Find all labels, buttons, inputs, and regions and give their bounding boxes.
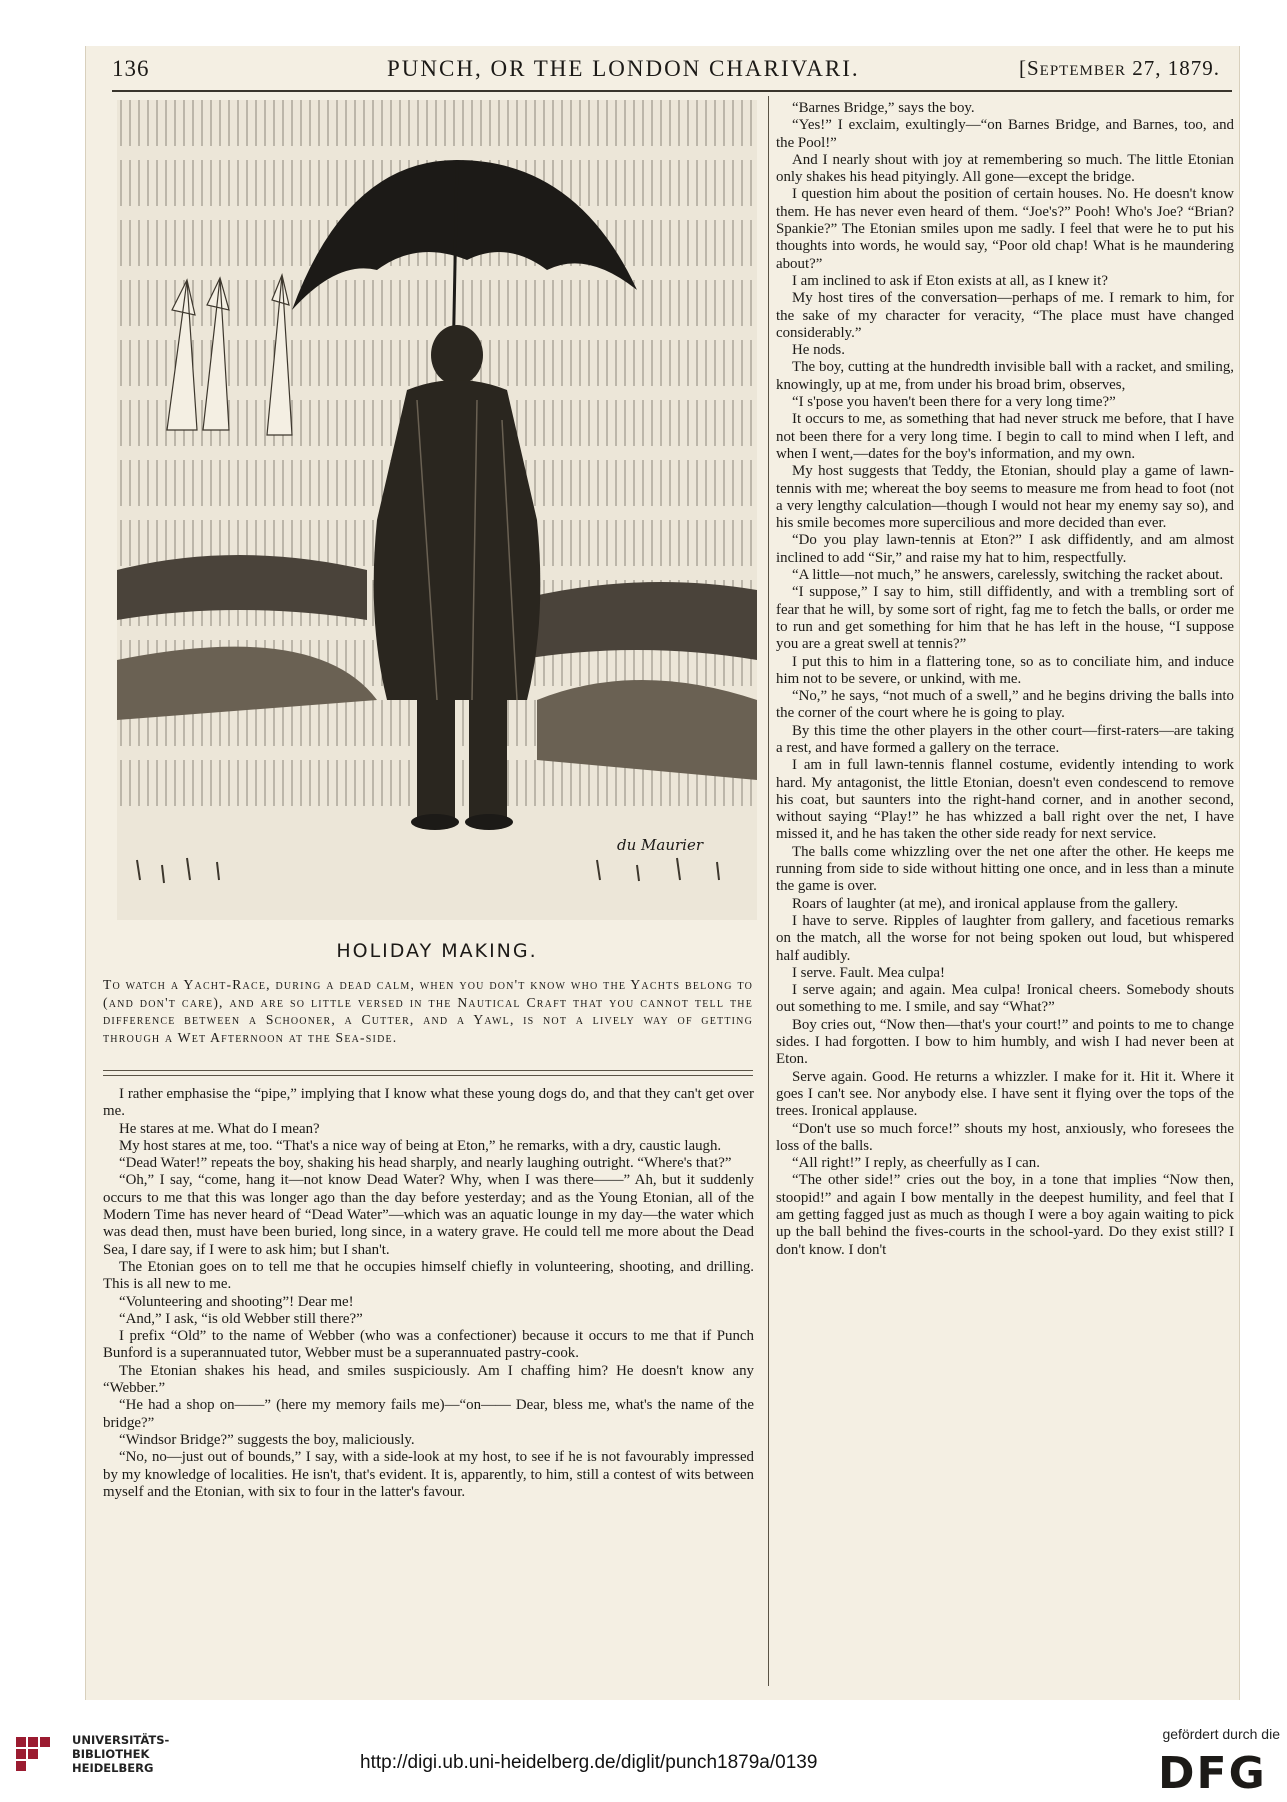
paragraph: I rather emphasise the “pipe,” implying that I know what these young dogs do, and that they can't get over me. (103, 1086, 754, 1120)
issue-date: [September 27, 1879. (1018, 56, 1220, 80)
paragraph: I am inclined to ask if Eton exists at all, as I knew it? (792, 272, 1108, 289)
caption-rule-double (103, 1075, 753, 1076)
paragraph: The balls come whizzling over the net one after the other. He keeps me running from side to side without hitting one once, and in less than a minute the game is over. (776, 843, 1234, 895)
paragraph: The Etonian goes on to tell me that he occupies himself chiefly in volunteering, shooting, and drilling. This is all new to me. (103, 1258, 754, 1293)
paragraph: By this time the other players in the other court—first-raters—are taking a rest, and have formed a gallery on the terrace. (776, 722, 1234, 756)
paragraph: I have to serve. Ripples of laughter from gallery, and facetious remarks on the match, all the worse for not being spoken out loud, but whispered half audibly. (776, 912, 1234, 964)
paragraph: “Windsor Bridge?” suggests the boy, maliciously. (119, 1431, 415, 1448)
library-name (72, 1733, 182, 1775)
paragraph: “Volunteering and shooting”! Dear me! (119, 1293, 354, 1310)
dfg-logo-icon (1158, 1748, 1280, 1792)
paragraph: He stares at me. What do I mean? (119, 1120, 320, 1137)
paragraph: I serve. Fault. Mea culpa! (792, 964, 945, 981)
paragraph: Boy cries out, “Now then—that's your court!” and points to me to change sides. I had forgotten. I bow to him humbly, and wish I had never been at Eton. (776, 1016, 1234, 1068)
paragraph: “The other side!” cries out the boy, in a tone that implies “Now then, stoopid!” and again I bow mentally in the deepest humility, and feel that I am getting fagged just as much as though I were a boy again waiting to pick up the ball behind the fives-courts in the school-yard. Do they exist still? I don't know. I don't (776, 1172, 1234, 1258)
paragraph: I am in full lawn-tennis flannel costume, evidently intending to work hard. My antagonist, the little Etonian, doesn't even condescend to remove his coat, but saunters into the right-hand corner, and in another second, without saying “Play!” he has whizzed a ball right over the net, I have missed it, and he has taken the other side ready for next service. (776, 757, 1234, 843)
paragraph: My host tires of the conversation—perhaps of me. I remark to him, for the sake of my character for veracity, “The place must have changed considerably.” (776, 290, 1234, 341)
funded-by-label: gefördert durch die (1162, 1726, 1280, 1742)
paragraph: “A little—not much,” he answers, carelessly, switching the racket about. (792, 567, 1224, 584)
paragraph: Serve again. Good. He returns a whizzler. I make for it. Hit it. Where it goes I can't see. Nor anybody else. I have sent it flying over the tops of the trees. Ironical applause. (776, 1068, 1234, 1120)
paragraph: I prefix “Old” to the name of Webber (who was a confectioner) because it occurs to me that if Punch Bunford is a superannuated tutor, Webber must be a superannuated pastry-cook. (103, 1328, 754, 1362)
caption-rule (103, 1070, 753, 1071)
paragraph: My host stares at me, too. “That's a nice way of being at Eton,” he remarks, with a dry, caustic laugh. (119, 1137, 722, 1154)
paragraph: “I s'pose you haven't been there for a very long time?” (792, 394, 1116, 411)
paragraph: The boy, cutting at the hundredth invisible ball with a racket, and smiling, knowingly, up at me, from under his broad brim, observes, (776, 359, 1234, 393)
paragraph: “Dead Water!” repeats the boy, shaking his head sharply, and nearly laughing outright. “Where's that?” (119, 1155, 732, 1172)
library-name-line: UNIVERSITÄTS- (72, 1733, 170, 1747)
paragraph: “Barnes Bridge,” says the boy. (792, 100, 975, 116)
paragraph: It occurs to me, as something that had never struck me before, that I have not been there for a very long time. I begin to call to mind when I left, and when I went,—dates for the boy's information, and my own. (776, 411, 1234, 462)
library-name-line: HEIDELBERG (72, 1761, 154, 1775)
paragraph: “He had a shop on——” (here my memory fails me)—“on—— Dear, bless me, what's the name of the bridge?” (103, 1397, 754, 1431)
left-column-text (103, 1086, 754, 1501)
paragraph: “I suppose,” I say to him, still diffidently, and with a trembling sort of fear that he will, by some sort of right, fag me to fetch the balls, or order me to run and get something for him that he has left in the house, “I suppose you are a great swell at tennis?” (776, 584, 1234, 653)
paragraph: “No,” he says, “not much of a swell,” and he begins driving the balls into the corner of the court where he is going to play. (776, 688, 1234, 722)
caption-title: HOLIDAY MAKING. (336, 940, 538, 962)
paragraph: I serve again; and again. Mea culpa! Ironical cheers. Somebody shouts out something to me. I smile, and say “What?” (776, 982, 1234, 1016)
funder-name: DFG (1158, 1748, 1267, 1792)
right-column-text (776, 100, 1234, 1259)
paragraph: I question him about the position of certain houses. No. He doesn't know them. He has never even heard of them. “Joe's?” Pooh! Who's Joe? “Brian? Spankie?” The Etonian smiles upon me sadly. I feel that were he to put his thoughts into words, he would say, “Poor old chap! What is he maundering about?” (776, 186, 1234, 272)
library-name-line: BIBLIOTHEK (72, 1747, 150, 1761)
source-url-link[interactable]: http://digi.ub.uni-heidelberg.de/diglit/punch1879a/0139 (360, 1752, 818, 1773)
caption-text: To watch a Yacht-Race, during a dead calm, when you don't know who the Yachts belong to (and don't care), and are so little versed in the Nautical Craft that you cannot tell the difference between a Schooner, a Cutter, and a Yawl, is not a lively way of getting through a Wet Afternoon at the Sea-side. (103, 977, 753, 1045)
column-rule (768, 96, 769, 1686)
paragraph: “No, no—just out of bounds,” I say, with a side-look at my host, to see if he is not favourably impressed by my knowledge of localities. He isn't, that's evident. It is, apparently, to him, still a contest of wits between myself and the Etonian, with six to four in the latter's favour. (103, 1449, 754, 1500)
artist-signature: du Maurier (617, 836, 704, 854)
paragraph: “All right!” I reply, as cheerfully as I can. (792, 1155, 1040, 1172)
library-logo-icon (12, 1733, 64, 1785)
header-rule (112, 90, 1232, 92)
paragraph: “Don't use so much force!” shouts my host, anxiously, who foresees the loss of the balls. (776, 1120, 1234, 1154)
paragraph: “Oh,” I say, “come, hang it—not know Dead Water? Why, when I was there——” Ah, but it suddenly occurs to me that this was longer ago than the day before yesterday; and as the Young Etonian, all of the Modern Time has never heard of “Dead Water”—which was an aquatic lounge in my day—the water which was dead then, must have been buried, long since, in a watery grave. He could tell me more about the Dead Sea, I dare say, if I were to ask him; but I shan't. (103, 1172, 754, 1258)
paragraph: “Do you play lawn-tennis at Eton?” I ask diffidently, and am almost inclined to add “Sir,” and raise my hat to him, respectfully. (776, 532, 1234, 566)
cartoon-illustration (117, 100, 757, 920)
paragraph: The Etonian shakes his head, and smiles suspiciously. Am I chaffing him? He doesn't know any “Webber.” (103, 1362, 754, 1397)
paragraph: “Yes!” I exclaim, exultingly—“on Barnes Bridge, and Barnes, too, and the Pool!” (776, 117, 1234, 151)
paragraph: I put this to him in a flattering tone, so as to conciliate him, and induce him not to be severe, or unkind, with me. (776, 653, 1234, 687)
paragraph: My host suggests that Teddy, the Etonian, should play a game of lawn-tennis with me; whereat the boy seems to measure me from head to foot (not a very lengthy calculation—though I would not hear my enemy say so), and his smile becomes more supercilious and more decided than ever. (776, 463, 1234, 532)
page-header (112, 56, 1220, 86)
page-number: 136 (112, 56, 150, 81)
paragraph: Roars of laughter (at me), and ironical applause from the gallery. (792, 895, 1179, 912)
rain-umbrella-figure-image (117, 100, 757, 920)
paragraph: “And,” I ask, “is old Webber still there?” (119, 1310, 363, 1327)
paragraph: And I nearly shout with joy at remembering so much. The little Etonian only shakes his head pityingly. All gone—except the bridge. (776, 151, 1234, 186)
paragraph: He nods. (792, 342, 845, 359)
publication-title: PUNCH, OR THE LONDON CHARIVARI. (387, 56, 860, 81)
